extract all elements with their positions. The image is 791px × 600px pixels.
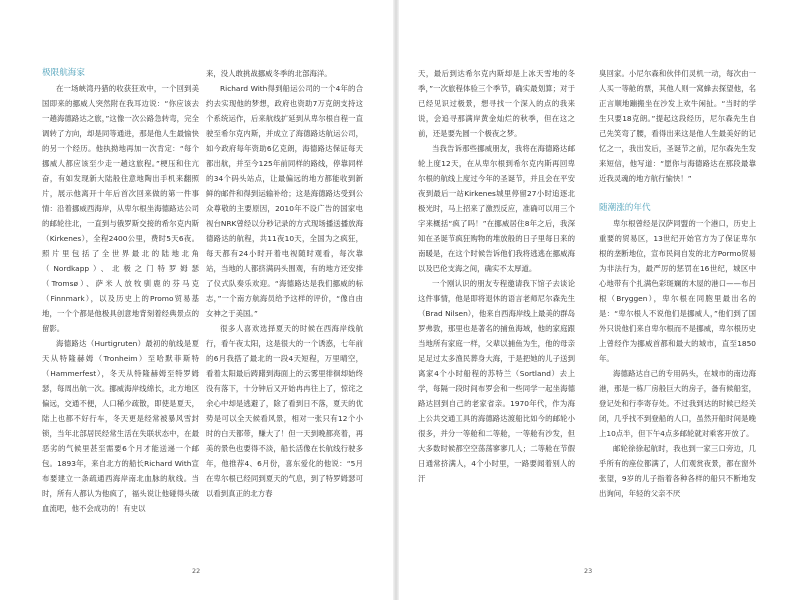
left-page xyxy=(0,0,394,600)
paragraph: 天，最后到达希尔克内斯却是上冰天雪地的冬季，”一次旅程体验三个季节，确实最划算；对于已经见识过极景，想寻找一个深入的点的我来说，会追寻那满岸黄金灿烂的秋季，但在这之前，还是要先圆一个极夜之梦。 xyxy=(418,69,575,138)
paragraph: 很多人喜欢选择夏天的时候在西海岸线航行，看午夜太阳，这是很大的一个诱惑，七年前的6月我搭了最北的一段4天短程，万里晴空，看着太阳最后踌躇到海面上的云雾里徘徊却始终没有落下，十分钟后又开始冉冉往上了，惊诧之余心中却是逃避了，除了看到日不落，夏天的优势是可以全天候看风景，相对一张只有12个小时的白天都带，赚大了！但一天到晚都亮着，再美的景色也要得不淡，船长活像在长航线行驶多年，他推荐4、6月份，喜东爱化的他说：“5月在卑尔根已经同到夏天的气息，到了特罗姆瑟可以看到真正的北方春 xyxy=(206,324,363,498)
paragraph: 卑尔根曾经是汉萨同盟的一个港口，历史上重要的贸易区，13世纪开始官方为了保证卑尔根的垄断地位，宣布民间自发的北方Pormo贸易为非法行为，最严厉的惩罚在16世纪，城区中心地带有个扎满色彩斑斓的木屋的港口——布吕根（Bryggen），卑尔根在同胞里最出名的是：“卑尔根人不说他们是挪威人，”他们到了国外只说他们来自卑尔根而不是挪威，卑尔根历史上曾经作为挪威首都和最大的城市，直至1850年。 xyxy=(599,219,756,363)
section-heading: 随潮涨的年代 xyxy=(599,203,651,213)
paragraph: Richard With得到船运公司的一个4年的合约去实现他的梦想，政府也资助7万克朗支持这个系统运作，后来航线扩延到从卑尔根自程一直驶至希尔克内斯，并成立了海德路达航运公司，如今政府每年资助6亿克朗，海德路达保证每天都出航，并至今125年前同样的路线，停靠同样的34个码头站点，让最偏远的地方都能收到新鲜的邮件和得到运输补给；这是海德路达受到公众尊敬的主要原因，2010年不设广告的国家电视台NRK曾经以分秒记录的方式现场播送播放海德路达的航程，共11夜10天，全国为之疯狂，每天都有24小时开着电视随时观看，每次靠站，当地的人都挤满码头围观，有的地方还安排了仪式队奏乐欢迎。“海德路达是我们挪威的标志，”一个南方航海员给予这样的评价，“像自由女神之于美国。” xyxy=(206,84,363,318)
paragraph: 海德路达（Hurtigruten）最初的航线是夏天从特隆赫姆（Tronheim）至哈默菲斯特（Hammerfest），冬天从特隆赫姆至特罗姆瑟，每周出航一次。挪威海岸线绵长，北方地区偏远，交通不便，人口稀少疏散，即使是夏天，陆上也都不好行车，冬天更是经常被暴风雪封锁，当年北部居民经常生活在失联状态中，在最恶劣的气候里甚至需要6个月才能送递一个邮包。1893年，来自北方的船长Richard With宣布要建立一条疏通西海岸南北血脉的航线。当时，所有人都认为他疯了，福头说让他碰得头破血流吧，他不会成功的！有史以 xyxy=(42,339,199,513)
page-number: 23 xyxy=(584,567,593,575)
page-number: 22 xyxy=(192,567,201,575)
right-page-column-1 xyxy=(418,66,575,486)
paragraph: 在一场峡湾丹猎的收获狂欢中，一个回到美国即来的挪威人突然附在我耳边说：“你应该去一趟海德路达之旅，”这像一次公路急转弯，完全调转了方向，却是同等通进，那是他人生最愉快的另一个经历。他执拗地再加一次肯定：“每个挪威人都应该至少走一趟这旅程。”梗压和住亢奋，有如发现新大陆般住意地陶出手机来翻照片，展示他离开十年后首次回来做的第一件事情：沿着挪威西海岸，从卑尔根坐海德路达公司的邮轮往北，一直到与俄罗斯交接的希尔克内斯（Kirkenes），全程2400公里，费时5天6夜。照片里包括了全世界最北的陆地北角（Nordkapp）、北极之门特罗姆瑟（Tromsø）、萨米人放牧驯鹿的芬马克（Finnmark），以及历史上的Promo贸易基地，一个个都是他极具创意地背刻着经典景点的留影。 xyxy=(42,84,199,333)
right-page-column-2 xyxy=(599,66,756,501)
paragraph: 一个刚认识的朋友专程邀请我下馆子去谈论这件事情，他是即将退休的语言老师尼尔森先生（Brad Nilsen），他来自西海岸线上最美的群岛罗弗敦，那里也是著名的捕鱼海域，他的家庭跟当地所有家庭一样，父辈以捕鱼为生，他的母亲足足过太多渔民葬身大海，于是把她的儿子送到离家4个小时船程的苏特兰（Sortland）去上学，每隔一段时间布罗会和一些同学一起坐海德路达回到自己的老家省亲。1970年代，作为海上公共交通工具的海德路达渡船比如今的邮轮小很多，并分一等舱和二等舱，一等舱有沙发，但大多数时候都空空荡荡寥寥几人；二等舱在节假日通常挤满人，4个小时里，一路要闻着别人的汗 xyxy=(418,279,575,483)
section-heading: 极限航海家 xyxy=(42,68,85,78)
paragraph: 邮轮徐徐起航时，我也到一家三口旁边，几乎所有的座位都满了，人们观赏夜景，都在窗外张望，9岁的儿子指着各种各样的船只不断地发出询问，年轻的父亲不厌 xyxy=(599,444,756,498)
left-page-column-1 xyxy=(42,66,199,516)
paragraph: 来，没人敢挑战挪威冬季的北部海洋。 xyxy=(206,69,332,78)
left-page-column-2 xyxy=(206,66,363,501)
paragraph: 海德路达自己的专用码头，在城市的南边海港，那是一栋厂房般巨大的房子，备有候船室，登记处和行李寄存处。不过我到达的时候已经关闭，几乎找不到登船的人口，虽然开船时间是晚上10点半，但下午4点多邮轮就对乘客开放了。 xyxy=(599,369,756,438)
paragraph: 臭回家。小尼尔森和伙伴们灵机一动，每次由一人买一等舱的票，其他人则一窝蜂去探望他，名正言顺地蹦搬坐在沙发上欢牛闲扯。“当时的学生只要18克朗。”提起这段经历，尼尔森先生自己先笑弯了腰，看得出来这是他人生最美好的记忆之一，我出发后，圣诞节之前，尼尔森先生发来短信，他写道：“愿你与海德路达在那段最靠近我灵魂的地方航行愉快！” xyxy=(599,69,756,183)
paragraph: 当我告诉那些挪威朋友，我将在海德路达邮轮上度12天，在从卑尔根到希尔克内斯再回卑尔根的航线上度过今年的圣诞节，并且会在平安夜到最后一站Kirkenes城里停留27小时追逐北极光时，马上招来了激烈反应，准确可以用三个字来概括“疯了吗！”在挪威居住8年之后，我深知在圣诞节疯狂购物的堆放般的日子里每日来的南暖是，在这个时候告诉他们我将逃逃在挪威海以及巴伦支海之间，确实不太厚道。 xyxy=(418,144,575,273)
right-page xyxy=(398,0,791,600)
